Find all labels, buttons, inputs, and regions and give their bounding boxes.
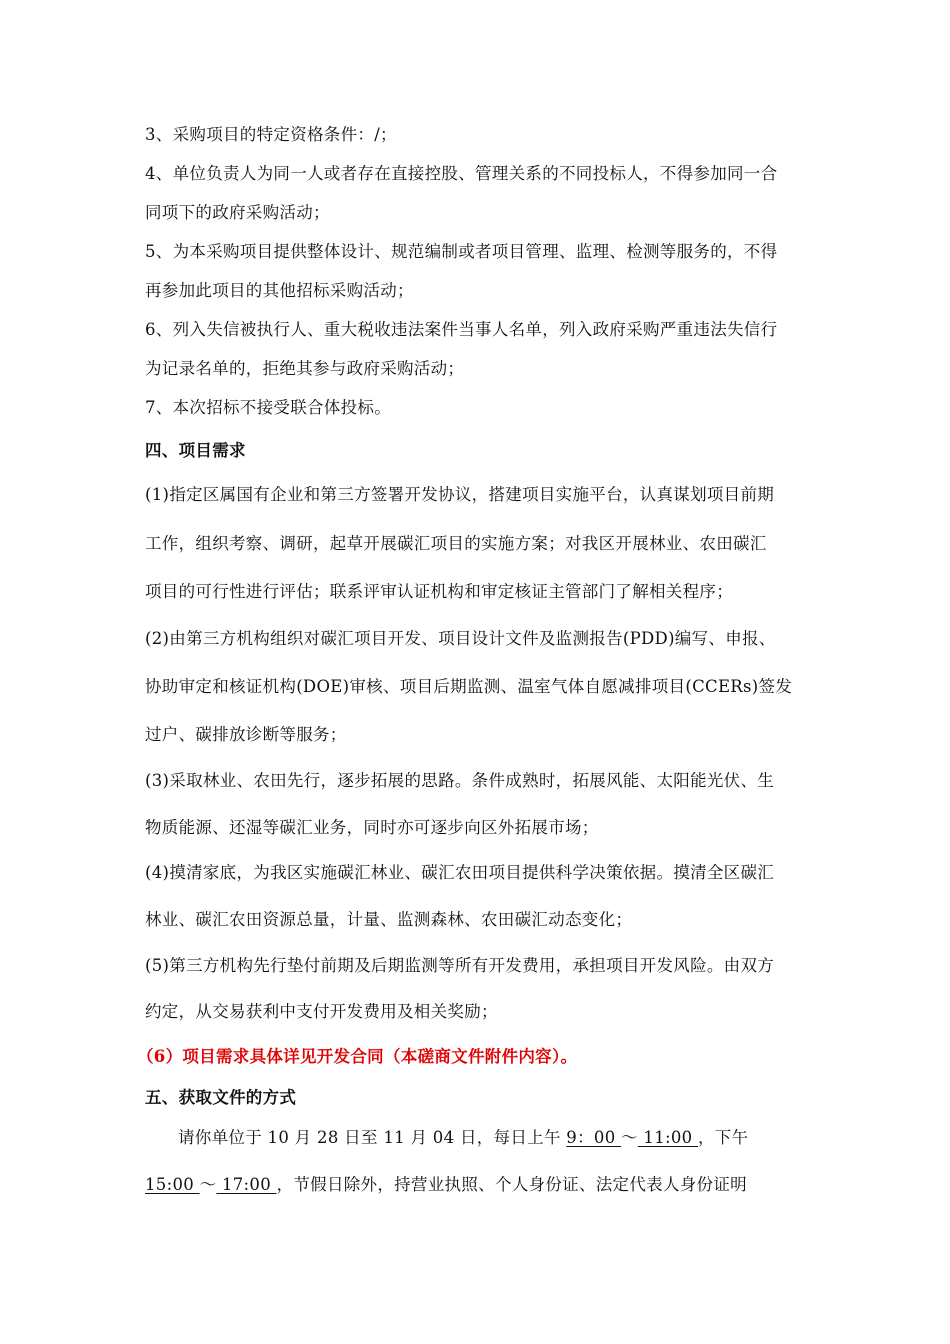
need-6-highlight: （6）项目需求具体详见开发合同（本磋商文件附件内容）。 <box>137 1047 578 1066</box>
requirement-item-4-line-1: 4、单位负责人为同一人或者存在直接控股、管理关系的不同投标人，不得参加同一合 <box>145 164 778 183</box>
pm-end-time: 17:00 <box>216 1175 277 1194</box>
requirement-item-7: 7、本次招标不接受联合体投标。 <box>145 398 391 417</box>
need-4-line-2: 林业、碳汇农田资源总量，计量、监测森林、农田碳汇动态变化； <box>145 910 633 929</box>
need-5-line-1: (5)第三方机构先行垫付前期及后期监测等所有开发费用，承担项目开发风险。由双方 <box>145 956 775 975</box>
need-4-line-1: (4)摸清家底，为我区实施碳汇林业、碳汇农田项目提供科学决策依据。摸清全区碳汇 <box>145 863 775 882</box>
obtain-line-2 <box>145 1174 747 1196</box>
need-2-line-2: 协助审定和核证机构(DOE)审核、项目后期监测、温室气体自愿减排项目(CCERs)签发 <box>145 677 793 696</box>
obtain-requirements-text: ，节假日除外，持营业执照、个人身份证、法定代表人身份证明 <box>276 1175 747 1194</box>
requirement-item-6-line-2: 为记录名单的，拒绝其参与政府采购活动； <box>145 359 465 378</box>
need-1-line-3: 项目的可行性进行评估；联系评审认证机构和审定核证主管部门了解相关程序； <box>145 582 733 601</box>
need-2-line-3: 过户、碳排放诊断等服务； <box>145 725 347 744</box>
am-end-time: 11:00 <box>637 1128 698 1147</box>
pm-start-time: 15:00 <box>145 1175 200 1194</box>
am-tilde: ～ <box>621 1128 638 1147</box>
requirement-item-3: 3、采购项目的特定资格条件：/； <box>145 125 397 144</box>
requirement-item-5-line-1: 5、为本采购项目提供整体设计、规范编制或者项目管理、监理、检测等服务的，不得 <box>145 242 778 261</box>
need-5-line-2: 约定，从交易获利中支付开发费用及相关奖励； <box>145 1002 498 1021</box>
requirement-item-4-line-2: 同项下的政府采购活动； <box>145 203 330 222</box>
requirement-item-6-line-1: 6、列入失信被执行人、重大税收违法案件当事人名单，列入政府采购严重违法失信行 <box>145 320 778 339</box>
obtain-line-1 <box>178 1127 748 1149</box>
afternoon-label: ，下午 <box>698 1128 749 1147</box>
obtain-date-text: 请你单位于 10 月 28 日至 11 月 04 日，每日上午 <box>178 1128 567 1147</box>
need-3-line-1: (3)采取林业、农田先行，逐步拓展的思路。条件成熟时，拓展风能、太阳能光伏、生 <box>145 771 775 790</box>
requirement-item-5-line-2: 再参加此项目的其他招标采购活动； <box>145 281 414 300</box>
pm-tilde: ～ <box>199 1175 217 1194</box>
need-1-line-2: 工作，组织考察、调研，起草开展碳汇项目的实施方案；对我区开展林业、农田碳汇 <box>145 534 767 553</box>
section-heading-obtain-documents: 五、获取文件的方式 <box>145 1088 297 1107</box>
section-heading-project-needs: 四、项目需求 <box>145 441 246 460</box>
am-start-time: 9：00 <box>566 1128 622 1147</box>
need-2-line-1: (2)由第三方机构组织对碳汇项目开发、项目设计文件及监测报告(PDD)编写、申报、 <box>145 629 776 648</box>
need-1-line-1: (1)指定区属国有企业和第三方签署开发协议，搭建项目实施平台，认真谋划项目前期 <box>145 485 775 504</box>
need-3-line-2: 物质能源、还湿等碳汇业务，同时亦可逐步向区外拓展市场； <box>145 818 599 837</box>
